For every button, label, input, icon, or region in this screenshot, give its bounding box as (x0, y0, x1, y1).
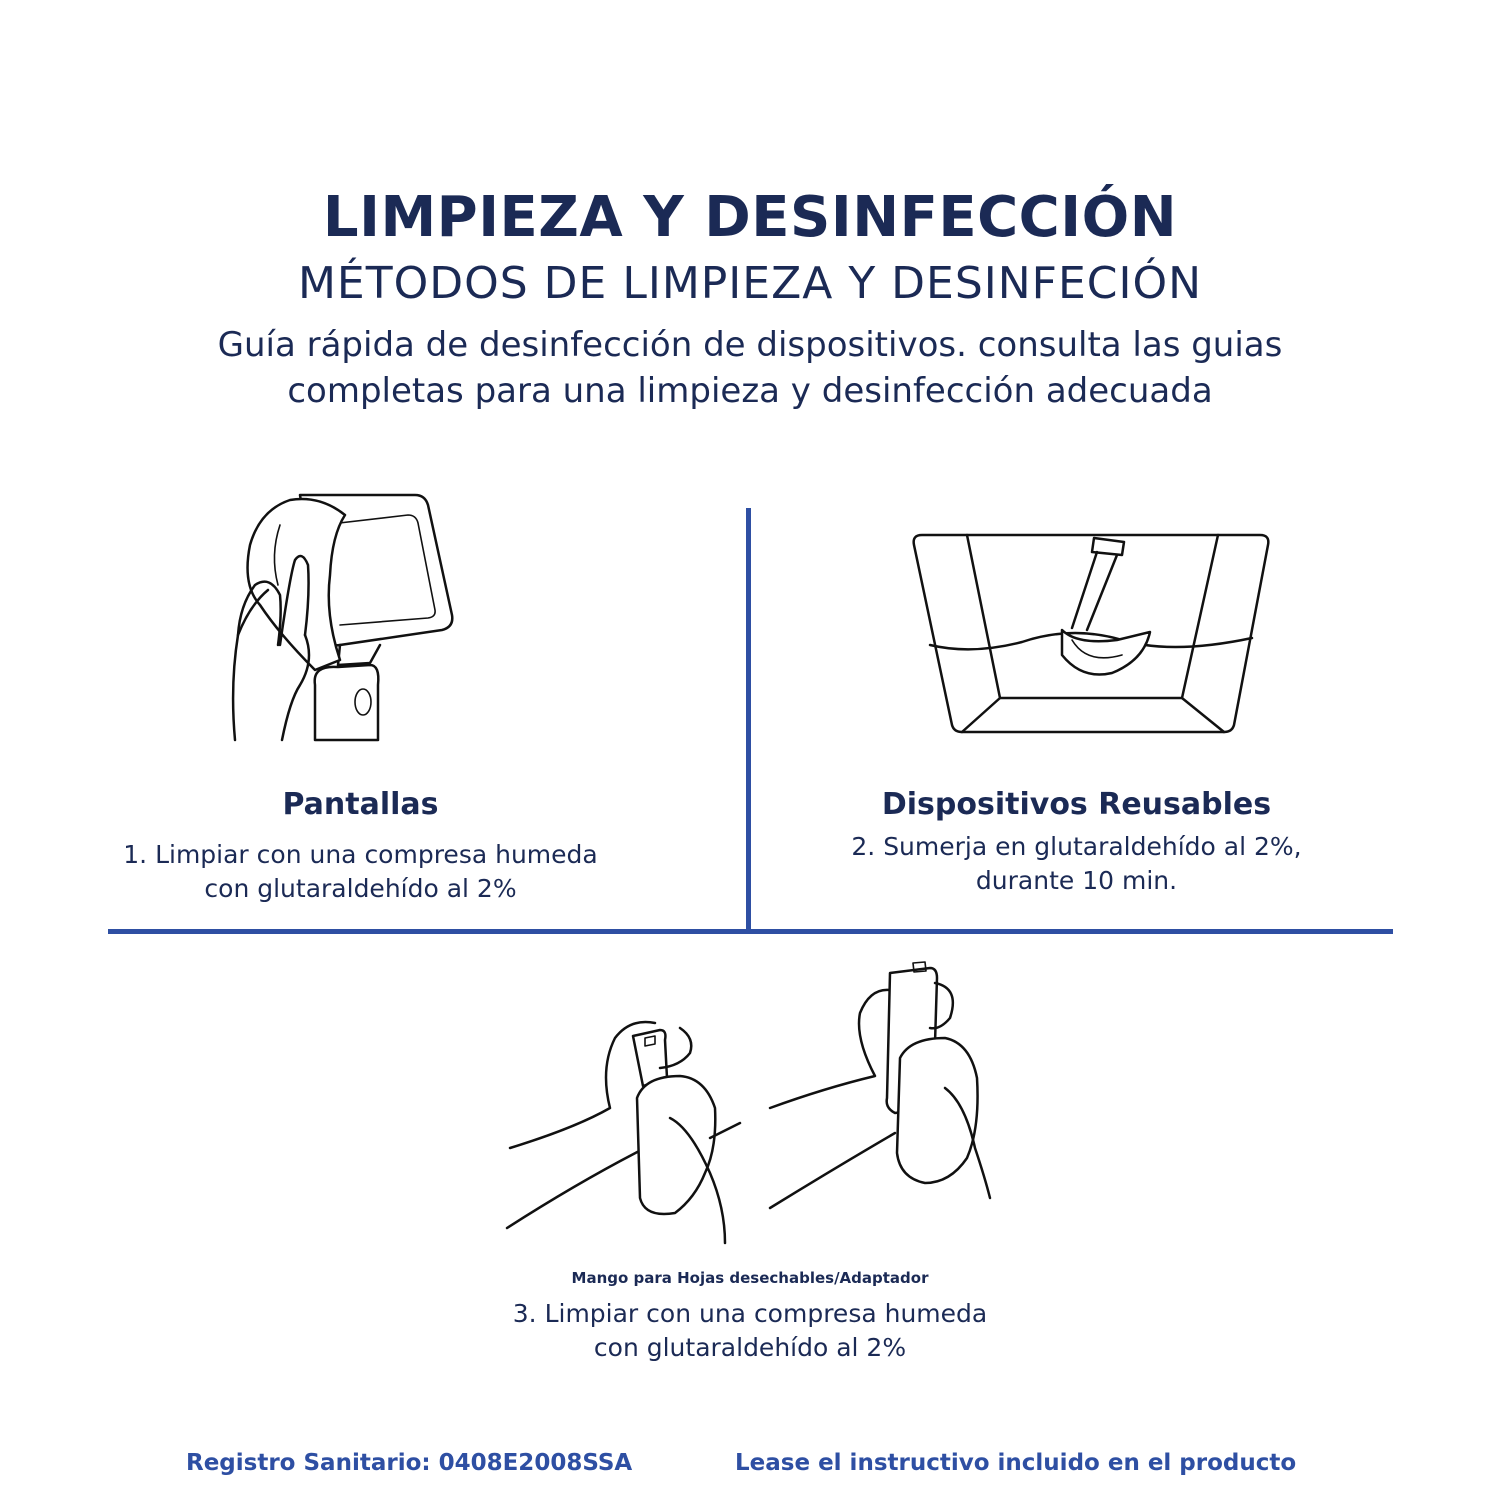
panel-text-mango-line-2: con glutaraldehído al 2% (593, 1333, 907, 1362)
panel-text-pantallas-line-2: con glutaraldehído al 2% (204, 874, 517, 903)
immersion-tray-icon (912, 530, 1274, 735)
vertical-divider (746, 508, 751, 930)
panel-text-mango-line-1: 3. Limpiar con una compresa humeda (512, 1299, 988, 1328)
panel-text-pantallas (108, 838, 613, 906)
panel-text-pantallas-line-1: 1. Limpiar con una compresa humeda (123, 840, 598, 869)
panel-text-dispositivos-line-1: 2. Sumerja en glutaraldehído al 2%, (851, 832, 1302, 861)
panel-title-dispositivos: Dispositivos Reusables (881, 787, 1272, 822)
panel-text-dispositivos-line-2: durante 10 min. (975, 866, 1178, 895)
panel-title-pantallas: Pantallas (282, 787, 439, 822)
hands-wiping-handle-icon (505, 958, 995, 1248)
intro-line-2: completas para una limpieza y desinfección adecuada (287, 371, 1213, 411)
registry-number: Registro Sanitario: 0408E2008SSA (186, 1450, 633, 1476)
panel-text-dispositivos (760, 830, 1393, 898)
panel-text-mango (400, 1297, 1100, 1365)
hand-wiping-screen-icon (220, 485, 480, 750)
horizontal-divider (108, 929, 1393, 934)
instructions-note: Lease el instructivo incluido en el producto (735, 1450, 1297, 1476)
page-title: LIMPIEZA Y DESINFECCIÓN (322, 185, 1178, 250)
page-subtitle: MÉTODOS DE LIMPIEZA Y DESINFECIÓN (297, 258, 1203, 309)
intro-line-1: Guía rápida de desinfección de dispositivos. consulta las guias (217, 325, 1283, 365)
handle-caption: Mango para Hojas desechables/Adaptador (571, 1269, 929, 1287)
intro-text (0, 322, 1500, 414)
